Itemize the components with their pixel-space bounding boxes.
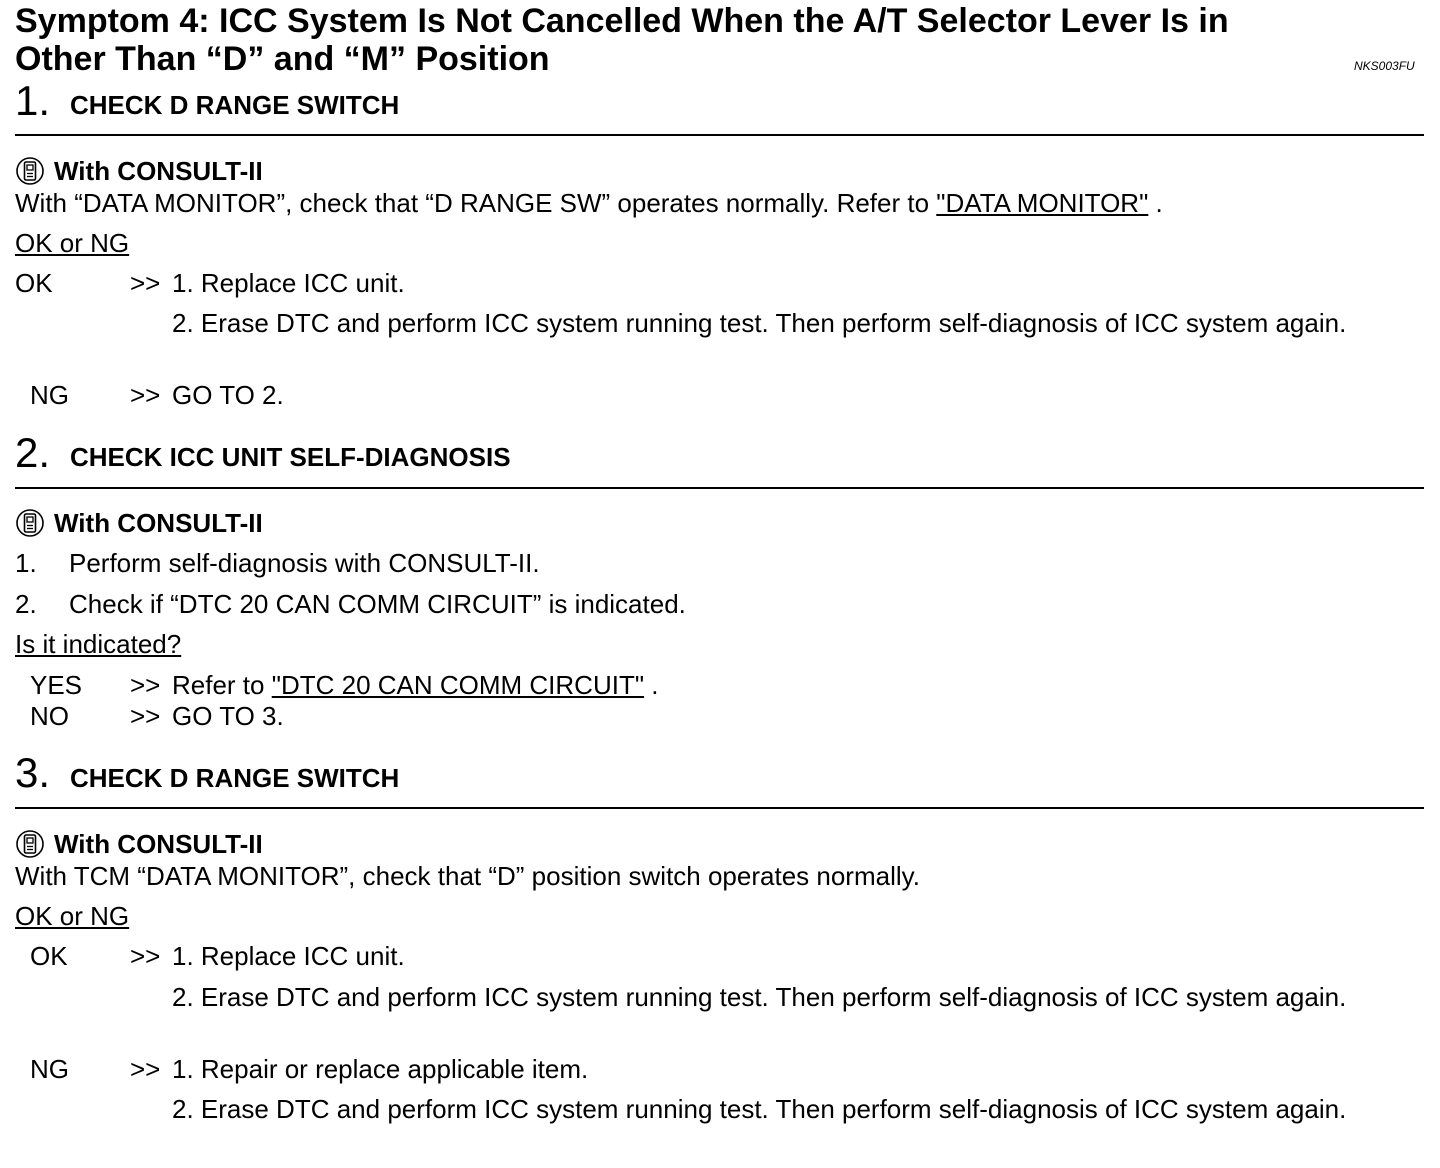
step-3-consult-heading (15, 829, 263, 859)
step-1-result-ok-item-2: 2. Erase DTC and perform ICC system running test. Then perform self-diagnosis of ICC system again. (172, 308, 1347, 338)
step-2-result-yes-key: YES (30, 670, 83, 700)
step-1-result-ok-item-1: 1. Replace ICC unit. (172, 268, 405, 298)
step-2-result-yes-suffix: . (644, 670, 659, 700)
document-code: NKS003FU (1354, 59, 1415, 73)
step-2-result-no-arrow: >> (130, 701, 161, 731)
data-monitor-link[interactable]: "DATA MONITOR" (936, 188, 1149, 218)
consult-tool-icon (15, 156, 45, 186)
step-3-instruction: With TCM “DATA MONITOR”, check that “D” position switch operates normally. (15, 861, 920, 891)
step-3-result-ok-item-1: 1. Replace ICC unit. (172, 941, 405, 971)
step-2-consult-heading (15, 508, 263, 538)
consult-label: With CONSULT-II (54, 508, 263, 538)
step-2-title: CHECK ICC UNIT SELF-DIAGNOSIS (70, 442, 511, 472)
step-2-list-num-2: 2. (15, 589, 37, 619)
step-1-title: CHECK D RANGE SWITCH (70, 90, 400, 120)
step-2-question: Is it indicated? (15, 629, 182, 659)
step-3-result-ng-arrow: >> (130, 1054, 161, 1084)
step-1-instruction-text: With “DATA MONITOR”, check that “D RANGE SW” operates normally. Refer to (15, 188, 937, 218)
consult-label: With CONSULT-II (54, 156, 263, 186)
page-title-line-1: Symptom 4: ICC System Is Not Cancelled When the A/T Selector Lever Is in (15, 2, 1229, 40)
step-3-result-ng-key: NG (30, 1054, 69, 1084)
step-2-result-yes-prefix: Refer to (172, 670, 272, 700)
step-3-divider (15, 807, 1424, 809)
step-2-result-no-text: GO TO 3. (172, 701, 284, 731)
step-2-list-text-1: Perform self-diagnosis with CONSULT-II. (69, 548, 540, 578)
step-3-result-ng-item-1: 1. Repair or replace applicable item. (172, 1054, 589, 1084)
step-2-list-text-2: Check if “DTC 20 CAN COMM CIRCUIT” is indicated. (69, 589, 686, 619)
step-1-divider (15, 134, 1424, 136)
step-1-consult-heading (15, 156, 263, 186)
step-1-question: OK or NG (15, 228, 130, 258)
consult-label: With CONSULT-II (54, 829, 263, 859)
step-1-result-ok-arrow: >> (130, 268, 161, 298)
step-3-result-ok-item-2: 2. Erase DTC and perform ICC system running test. Then perform self-diagnosis of ICC system again. (172, 982, 1347, 1012)
consult-tool-icon (15, 508, 45, 538)
consult-tool-icon (15, 829, 45, 859)
step-2-result-yes-text (172, 670, 659, 700)
step-1-result-ng-arrow: >> (130, 380, 161, 410)
step-3-result-ok-arrow: >> (130, 941, 161, 971)
step-1-result-ng-text: GO TO 2. (172, 380, 284, 410)
step-3-title: CHECK D RANGE SWITCH (70, 763, 400, 793)
step-1-result-ok-key: OK (15, 268, 53, 298)
page-title-line-2: Other Than “D” and “M” Position (15, 40, 550, 78)
step-3-number: 3. (15, 749, 51, 796)
step-1-instruction-suffix: . (1148, 188, 1163, 218)
step-2-result-no-key: NO (30, 701, 69, 731)
step-2-result-yes-arrow: >> (130, 670, 161, 700)
step-1-instruction (15, 188, 1163, 218)
step-2-list-num-1: 1. (15, 548, 37, 578)
step-1-result-ng-key: NG (30, 380, 69, 410)
dtc-20-can-comm-circuit-link[interactable]: "DTC 20 CAN COMM CIRCUIT" (271, 670, 645, 700)
step-3-result-ok-key: OK (30, 941, 68, 971)
step-3-result-ng-item-2: 2. Erase DTC and perform ICC system running test. Then perform self-diagnosis of ICC system again. (172, 1094, 1347, 1124)
step-2-number: 2. (15, 429, 51, 476)
step-3-question: OK or NG (15, 901, 130, 931)
step-1-number: 1. (15, 77, 51, 124)
step-2-divider (15, 487, 1424, 489)
